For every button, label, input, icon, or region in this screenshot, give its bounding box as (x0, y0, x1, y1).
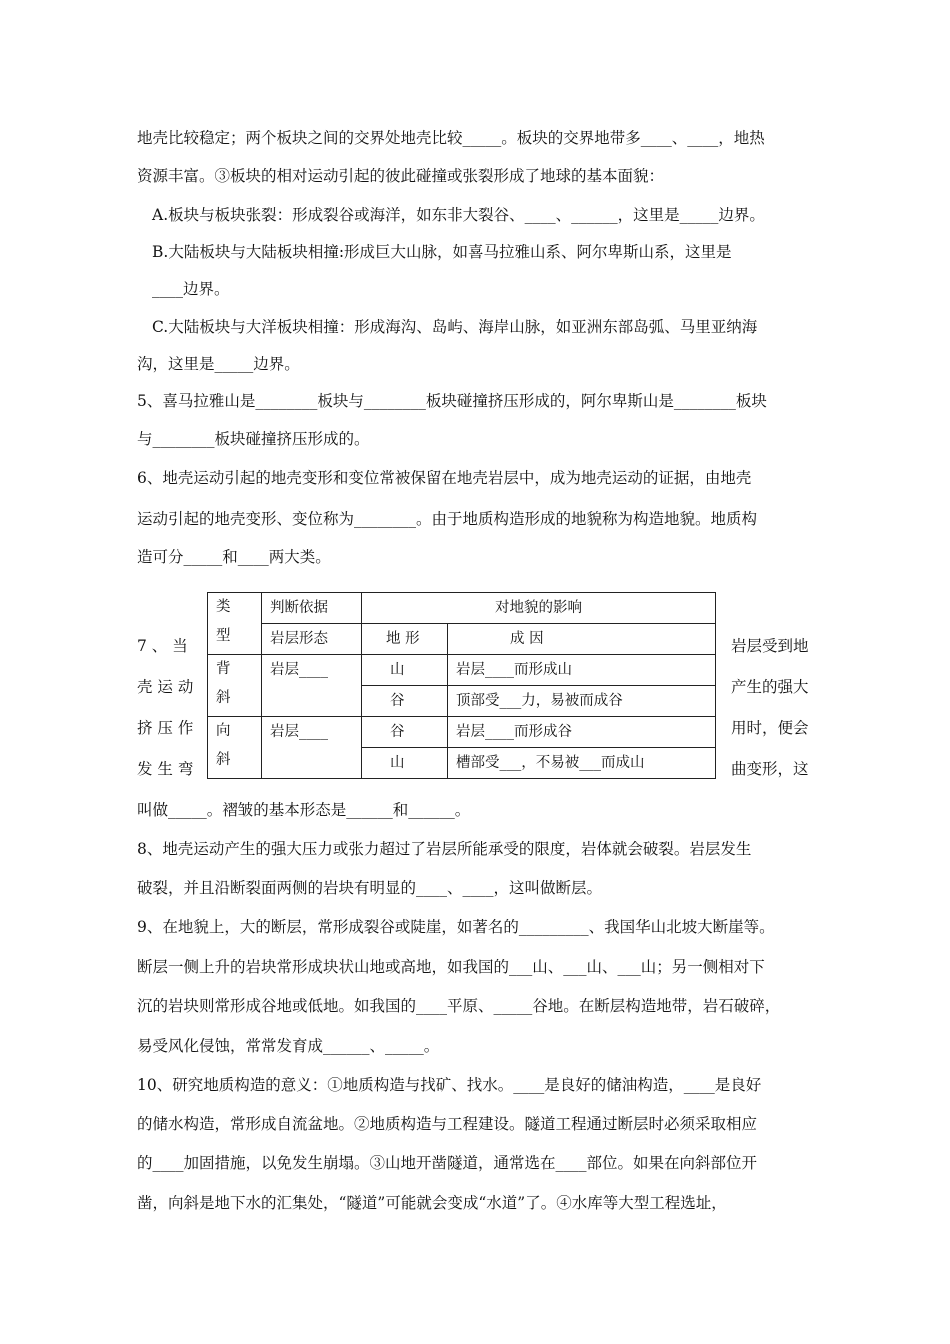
header-basis: 判断依据 (262, 593, 362, 624)
question-6-cont: 运动引起的地壳变形、变位称为________。由于地质构造形成的地貌称为构造地貌。地质构 (137, 510, 758, 528)
header-cause: 成 因 (448, 624, 716, 655)
text-line: ____边界。 (152, 280, 230, 298)
question-5-cont: 与________板块碰撞挤压形成的。 (137, 430, 370, 448)
syncline-rock: 岩层____ (262, 717, 362, 779)
question-10-cont: 凿，向斜是地下水的汇集处，“隧道”可能就会变成“水道”了。④水库等大型工程选址， (137, 1194, 727, 1212)
anticline-cause-1: 岩层____而形成山 (448, 655, 716, 686)
q7-right-line: 用时，便会 (731, 719, 809, 737)
fold-structure-table (207, 592, 716, 779)
text-line: 沟，这里是_____边界。 (137, 355, 300, 373)
question-7-end: 叫做_____。褶皱的基本形态是______和______。 (137, 801, 471, 819)
q7-right-line: 产生的强大 (731, 678, 809, 696)
question-9-cont: 断层一侧上升的岩块常形成块状山地或高地，如我国的___山、___山、___山；另一侧相对下 (137, 958, 765, 976)
question-6-cont: 造可分_____和____两大类。 (137, 548, 331, 566)
syncline-cause-2: 槽部受___，不易被___而成山 (448, 748, 716, 779)
header-effect: 对地貌的影响 (362, 593, 716, 624)
question-8-cont: 破裂，并且沿断裂面两侧的岩块有明显的____、____，这叫做断层。 (137, 879, 603, 897)
question-5: 5、喜马拉雅山是________板块与________板块碰撞挤压形成的，阿尔卑斯山是________板块 (137, 392, 767, 410)
header-rock-form: 岩层形态 (262, 624, 362, 655)
syncline-landform-1: 谷 (362, 717, 448, 748)
text-line: A.板块与板块张裂：形成裂谷或海洋，如东非大裂谷、____、______，这里是_____边界。 (152, 206, 765, 224)
text-line: B.大陆板块与大陆板块相撞:形成巨大山脉，如喜马拉雅山系、阿尔卑斯山系，这里是 (152, 243, 732, 261)
question-9-cont: 易受风化侵蚀，常常发育成______、_____。 (137, 1037, 440, 1055)
syncline-landform-2: 山 (362, 748, 448, 779)
text-line: C.大陆板块与大洋板块相撞：形成海沟、岛屿、海岸山脉，如亚洲东部岛弧、马里亚纳海 (152, 318, 758, 336)
text-line: 资源丰富。③板块的相对运动引起的彼此碰撞或张裂形成了地球的基本面貌： (137, 167, 665, 185)
q7-right-line: 曲变形，这 (731, 760, 809, 778)
q7-left-line: 7 、 当 (137, 637, 188, 655)
question-8: 8、地壳运动产生的强大压力或张力超过了岩层所能承受的限度，岩体就会破裂。岩层发生 (137, 840, 752, 858)
q7-left-line: 挤 压 作 (137, 719, 194, 737)
syncline-cause-1: 岩层____而形成谷 (448, 717, 716, 748)
anticline-landform-2: 谷 (362, 686, 448, 717)
text-line: 地壳比较稳定；两个板块之间的交界处地壳比较_____。板块的交界地带多____、____，地热 (137, 129, 765, 147)
question-10-cont: 的储水构造，常形成自流盆地。②地质构造与工程建设。隧道工程通过断层时必须采取相应 (137, 1115, 758, 1133)
anticline-landform-1: 山 (362, 655, 448, 686)
question-6: 6、地壳运动引起的地壳变形和变位常被保留在地壳岩层中，成为地壳运动的证据，由地壳 (137, 469, 752, 487)
anticline-cause-2: 顶部受___力，易被而成谷 (448, 686, 716, 717)
header-type: 类 型 (208, 593, 262, 655)
q7-left-line: 壳 运 动 (137, 678, 194, 696)
question-10-cont: 的____加固措施，以免发生崩塌。③山地开凿隧道，通常选在____部位。如果在向斜部位开 (137, 1154, 758, 1172)
question-9-cont: 沉的岩块则常形成谷地或低地。如我国的____平原、_____谷地。在断层构造地带，岩石破碎， (137, 997, 781, 1015)
q7-left-line: 发 生 弯 (137, 760, 194, 778)
question-9: 9、在地貌上，大的断层，常形成裂谷或陡崖，如著名的_________、我国华山北坡大断崖等。 (137, 918, 775, 936)
anticline-label: 背 斜 (208, 655, 262, 717)
header-landform: 地 形 (362, 624, 448, 655)
question-10: 10、研究地质构造的意义：①地质构造与找矿、找水。____是良好的储油构造，____是良好 (137, 1076, 762, 1094)
anticline-rock: 岩层____ (262, 655, 362, 717)
q7-right-line: 岩层受到地 (731, 637, 809, 655)
syncline-label: 向 斜 (208, 717, 262, 779)
